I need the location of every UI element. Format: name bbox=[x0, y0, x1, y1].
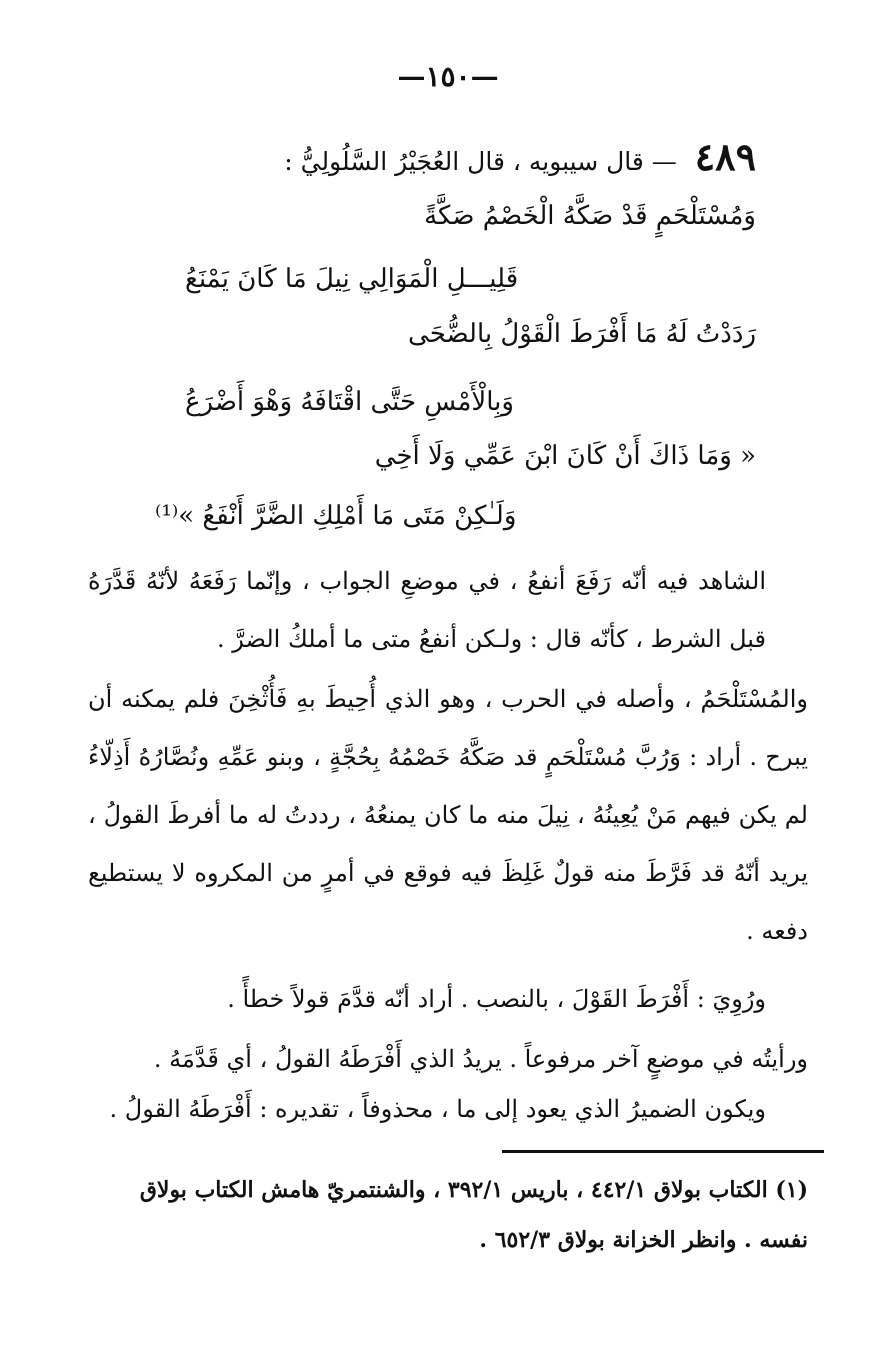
verse-line: وَمُسْتَلْحَمٍ قَدْ صَكَّهُ الْخَصْمُ صَكَّةً bbox=[424, 201, 756, 231]
footnote: (١) الكتاب بولاق ٤٤٢/١ ، باريس ٣٩٢/١ ، والشنتمريّ هامش الكتاب بولاق نفسه . وانظر الخزانة بولاق ٦٥٢/٣ . bbox=[139, 1177, 808, 1253]
verse-line: قَلِيـــلِ الْمَوَالِي نِيلَ مَا كَانَ يَمْنَعُ bbox=[185, 264, 519, 294]
verse-line: رَدَدْتُ لَهُ مَا أَفْرَطَ الْقَوْلُ بِالضُّحَى bbox=[408, 319, 756, 349]
footnote-divider bbox=[502, 1150, 824, 1153]
paragraph: ورأيتُه في موضعٍ آخر مرفوعاً . يريدُ الذي أَفْرَطَهُ القولُ ، أي قَدَّمَهُ . bbox=[153, 1045, 808, 1073]
entry-heading bbox=[140, 135, 756, 184]
page-number: —١٥٠— bbox=[397, 60, 499, 93]
entry-number: ٤٨٩ bbox=[694, 134, 756, 179]
paragraph: ويكون الضميرُ الذي يعود إلى ما ، محذوفاً ، تقديره : أَفْرَطَهُ القولُ . bbox=[109, 1095, 766, 1123]
verse-line: وَبِالْأَمْسِ حَتَّى اقْتَافَهُ وَهْوَ أَضْرَعُ bbox=[185, 387, 514, 417]
paragraph: والمُسْتَلْحَمُ ، وأصله في الحرب ، وهو الذي أُحِيطَ بهِ فَأُثْخِنَ فلم يمكنه أن يبرح . أراد : وَرُبَّ مُسْتَلْحَمٍ قد صَكَّهُ خَصْمُهُ بِحُجَّةٍ ، وبنو عَمِّهِ ونُصَّارُهُ أَذِلّاءُ لم يكن فيهم مَنْ يُعِينُهُ ، نِيلَ منه ما كان يمنعُهُ ، رددتُ له ما أفرطَ القولُ ، يريد أنّهُ قد فَرَّطَ منه قولٌ غَلِظَ فيه فوقع في أمرٍ من المكروه لا يستطيع دفعه . bbox=[88, 685, 808, 945]
verse-line: « وَمَا ذَاكَ أَنْ كَانَ ابْنَ عَمِّي وَلَا أَخِي bbox=[374, 441, 756, 471]
entry-intro: — قال سيبويه ، قال العُجَيْرُ السَّلُولِيُّ : bbox=[284, 147, 677, 176]
verse-line: وَلَـٰكِنْ مَتَى مَا أَمْلِكِ الضَّرَّ أَنْفَعُ »⁽¹⁾ bbox=[155, 501, 517, 531]
paragraph: ورُوِيَ : أَفْرَطَ القَوْلَ ، بالنصب . أراد أنّه قدَّمَ قولاً خطأً . bbox=[227, 985, 766, 1013]
paragraph: الشاهد فيه أنّه رَفَعَ أنفعُ ، في موضعِ الجواب ، وإنّما رَفَعَهُ لأنّهُ قَدَّرَهُ قبل الشرط ، كأنّه قال : ولـكن أنفعُ متى ما أملكُ الضرَّ . bbox=[88, 567, 766, 653]
